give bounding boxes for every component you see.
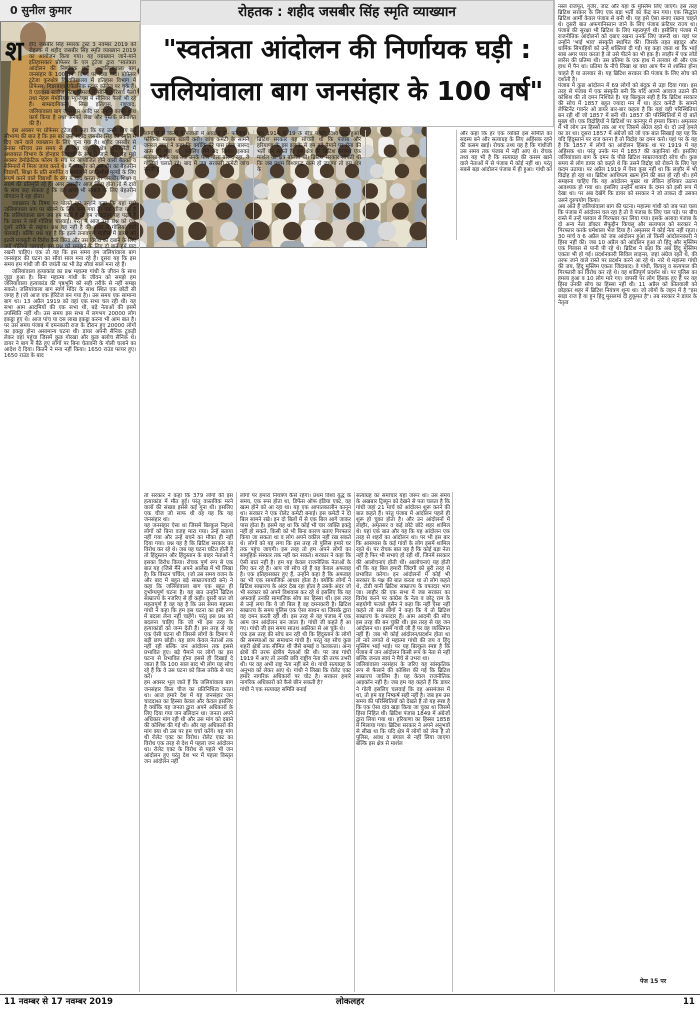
column-rule: [139, 24, 140, 992]
footer-rule: [0, 994, 700, 995]
paragraph: सत्याग्रह का समाचार यहां जरूर था। उस समय के अखबार ट्रिब्यून को देखने से पता चलता है कि गांधी जहां 21 मार्च को आंदोलन शुरू करने की बात कहते हैं। परंतु पंजाब में आंदोलन पहले ही शुरू हो चुका होता है। और उन आंदोलनों में लाहौर, अमृतसर व कई छोटे छोटे शहर शामिल थे। यहां एक बात और यह कि यह आंदोलन एक तरह से शहरों का आंदोलन था। पर भी इस बार कि आसपास के कई गांवों के लोग इसमें शामिल रहते थे। पर रोचक बात यह है कि कोई बड़ा नेता नहीं है फिर भी सभाएं हो रही थीं, जिनमें सरकार की आलोचनाएं होती थीं। आलोचनाएं यह होती थीं कि यह बिल हमारी जिंदगी को बुरी तरह से प्रभावित करेगा। इन आंदोलनों में कोई भी सरकार के पक्ष की बात करता था तो लोग कहते थे, टोडी यानी ब्रिटिश साम्राज्य के वफादार भाग जा। लाहौर की एक सभा में जब सरकार का विरोध करने पर कांग्रेस के नेता व छोटू राम के सहयोगी फजले हुसैन ने कहा कि नहीं ऐसा नहीं कहते तो सब लोगों ने कहा कि ये तो ब्रिटिश साम्राज्य के वफादार हैं। आम आदमी की सोच इस तरह की बन चुकी थी। इस तरह से यह जन आंदोलन था। इसमें गांधी जी हैं पर वह व्यक्तिगत नहीं हैं। जब भी कोई आंदोलन/प्रदर्शन होता था तो नारे लगाते थे महात्मा गांधी की जय व हिंदू मुस्लिम भाई भाई। पर यह बिल्कुल स्पष्ट है कि पंजाब में जन आंदोलन किसी रूप के नेता से नहीं बल्कि जनता स्वयं ने मैचे से उभरा था। जलियांवाला नरसंहार के जरिए यह सांस्कृतिक रूप से फैलाने की कोशिश की गई कि ब्रिटिश साम्राज्य जालिम है। यह केवल राजनीतिक आइकॉन नहीं है। जब हम यह कहते हैं कि डायर ने गोली इसलिए चलवाई कि वह असमंजस में था, तो हम यह निष्कर्ष सही नहीं है। जब हम उस समय की परिस्थितियों को देखते हैं तो यह स्पष्ट है कि एक ऐसा दांव खड़ा किया जा चुका था जिसमें हिंसा निहित थी। ब्रिटिश पंजाब 1849 में अंग्रेजों द्वारा लिया गया था। हरियाणा का हिस्सा 1858 में मिलाया गया। ब्रिटिश सरकार ने अपने अनुभवों से सीख था कि यदि क्षेत्र में लोगों को लेना है तो पुलिस, अवध व बंगाल से नहीं लिया जाएगा बल्कि इस क्षेत्र से मार्शल: [356, 493, 450, 747]
continued-note: पेज 15 पर: [640, 978, 667, 985]
paragraph: नस्ल राजपूत, गुर्जर, जाट और यहां के मुस्लिम लिए जाएंगे। इस तरह ब्रिटिश सरकार के लिए एक बड़ा भर्ती का केंद्र बन गया। एक सिद्धांत ब्रिटिश आर्मी केवल पंजाब से बनी थी। यह इसे ऐसा बनाए रखना चाहते थे। दूसरी बात अफगानिस्तान जाने के लिए पंजाब फ्रंटियर राज्य था। पंजाब की सुरक्षा भी ब्रिटिश के लिए महत्वपूर्ण थी। इसीलिए पंजाब में राजनीतिक आंदोलनों को दबाए रखना उनके लिए जरूरी था। यहां पर उन्होंने 'भाई भाव' संस्कृति स्थापित की। जिसके तहत बहादुर और धार्मिक सिपाहियों को उन्हें शक्तियां दी गईं। यह कहा जाता था कि भाई साब अगर प्यार करता है तो उसे पीटने का भी हक है। लाहौर में एक लॉर्ड लारेंस की प्रतिमा थी। उस प्रतिमा के एक हाथ में तलवार थी और एक हाथ में पैन था। प्रतिमा के नीचे लिखा था क्या आप पैन से शासित होना चाहते हैं या तलवार से। यह ब्रिटिश सरकार की पंजाब के लिए सोच को दर्शाती है। पंजाब में कुछ आंदोलन में 69 लोगों को बंदूक से उड़ा दिया गया। इस तरह से पंजाब में एक संस्कृति बनी कि यदि आपने आवाज उठाने की कोशिश की तो दमन निश्चित है। यह बिल्कुल सही है कि ब्रिटिश सरकार की सोच में 1857 बहुत ज्यादा मन में था। हंटर कमेटी के सामने लेफ्टिनेंट गवर्नर ओ डायर बार-बार कहता है कि यहां वही परिस्थितियां बन रही थीं जो 1857 में बनी थीं। 1857 की परिस्थितियों में दो बातें मुख्य थीं। एक विद्रोहियों ने ब्रिटिशों पर कानपुर में हमला किया। अमृतसर में भी लोग उन हिस्सों तक आ गए जिसमें अंग्रेज रहते थे। दो उन्हें हमले का डर था। दूसरा 1857 में अंग्रेजों को जो एक बात सिखाई वह यह कि यदि हिंदुस्तान पर राज करना है तो विद्रोह का दमन करो। यहां पर के यह है कि 1857 में लोगों का आंदोलन हिंसक था पर 1919 में यह अहिंसक था। परंतु उनके मन में 1857 की कहानियां थीं। इसलिए जलियांवाला बाग के दमन के पीछे ब्रिटिश साम्राज्यवादी सोच थी। कुछ समय से लोग डायर को कहते थे कि उसने विद्रोह को रोकने के लिए यह कदम उठाया। पर अप्रैल 1919 में ऐसा कुछ नहीं था कि लाहौर में भी विद्रोह हो रहा था। ब्रिटिश आधिपत्य खत्म होने की बात हो रही थी। हमें समझना चाहिए कि यह आंदोलन मुखर था लेकिन हथियार उठाना आवश्यक हो गया था। इसलिए उन्होंने शासन के दमन को इसी रूप में देखा था। पर अब देखेंगे कि डायर को सरकार ने जो ताकत दी उसका उसने दुरुपयोग किया। अब आते हैं जलियांवाला बाग की घटना। महात्मा गांधी को जब पता चला कि पंजाब में आंदोलन चल रहा है तो वे पंजाब के लिए चल पड़े। पर बीच रास्ते में उन्हें पलवल से गिरफ्तार कर लिया गया। इसके अलावा पंजाब के दो अन्य नेता डॉक्टर सैफुद्दीन किचलू और सत्यपाल को सरकार ने गिरफ्तार करके धर्मशाला भेज दिया है। अमृतसर में कोई नेता नहीं रहता। 30 मार्च व 6 अप्रैल को जब आंदोलन हुआ तो किसी आंदोलनकारी ने हिंसा नहीं की। जब 10 अप्रैल को आंदोलन हुआ तो हिंदू और मुस्लिम एक गिलास से पानी पी रहे थे। ब्रिटिश ने कहा कि अब हिंदू मुस्लिम एकता भी हो गई। प्रदर्शनकारी सिविल लाइन्स, जहां अंग्रेज रहते थे, की तरफ जाने वाले रास्ते पर प्रदर्शन करने आ रहे थे। नारे थे महात्मा गांधी की जय, हिंदू मुस्लिम एकता जिंदाबाद। वे गांधी, किचलू व सत्यपाल की गिरफ्तारी का विरोध कर रहे थे। वह शांतिपूर्ण प्रदर्शन था। पर पुलिस का हमला हुआ व 10 लोग मारे गए। वापसी पर लोग हिंसक हुए हैं पर यह हिंसा उनकी सोच का हिस्सा नहीं थी। 11 अप्रैल को कोतवाली को छोड़कर शहर में ब्रिटिश नियंत्रण शून्य था। जो लोगों के जहन में है "इस साड़ा राज है या हुन हिंदू मुसलमां दी हुकूमत है"। तब सरकार ने डायर के नेतृत्व: [558, 4, 697, 307]
paragraph: और कहा कि हर एक व्यक्ति इस समिति का सदस्य बने और सत्याग्रह के लिए अहिंसक रहने की कसम खाई। रोचक तथ्य यह है कि गांधीजी उस समय तक पंजाब में नहीं आए थे। रोचक तथ्य यह भी है कि सत्याग्रह की कसम खाने वाले नेताओं में से पंजाब में कोई नहीं था। परंतु सबसे बड़ा आंदोलन पंजाब में ही हुआ। गांधी का: [460, 131, 552, 174]
paragraph: था। 1914 से 19 के बीच पहला विश्व युद्ध हुआ। ब्रिटिश सरकार यह सोचती थी कि पंजाब और हरियाणा के इस इलाके से हम बड़े पैमाने पर सेना की भर्ती कर सकते हैं। इस क्षेत्र की ब्रिटिश सरकार एक मार्शल का क्षेत्र बोलती थी। ब्रिटिश सरकार सोचती थी कि जब प्रथम विश्वयुद्ध खत्म हो जाएगा तो इस क्षेत्र के: [257, 131, 361, 174]
article-column-4-bottom: [356, 493, 450, 990]
article-column-2-bottom: [144, 493, 233, 990]
article-column-3-bottom: [240, 493, 351, 990]
paragraph: लोगों में से किसी ने पंजाबी में आवाज दी- फोकिया। फोकिया मतलब खाली करो। जांच कमेटी के सामने जनरल डायर ने कहा कि क्योंकि मेरे पास गोला बारूद खत्म हो गया था, इसलिए मैंने बंद किया। इसका मतलब है कि जब तक उनके पास गोला बारूद रहा, वे गोलियां चलाते रहे। बाद में जब सरकारी कमेटी जांच करती है: [144, 131, 249, 174]
article-column-5: [558, 4, 697, 974]
column-rule: [236, 492, 237, 992]
column-rule: [452, 492, 453, 992]
kicker: रोहतक : शहीद जसबीर सिंह स्मृति व्याख्यान: [238, 4, 456, 20]
article-column-1: [4, 42, 136, 992]
footer-page-number: 11: [683, 997, 695, 1007]
footer-date: 11 नवम्बर से 17 नवम्बर 2019: [4, 997, 113, 1007]
column-rule: [554, 0, 555, 992]
column-rule: [365, 130, 366, 240]
headline-line-2: जलियांवाला बाग जनसंहार के 100 वर्ष": [150, 77, 544, 107]
drop-cap: श: [5, 36, 24, 67]
paragraph: इस अवसर पर प्रोफेसर टुटेजा ने कहा कि यह उनके लिए बड़े सौभाग्य की बात है कि इस बार उन्हें शहीद जसबीर सिंह की स्मृति में दिए जाने वाले व्याख्यान के लिए चुना गया है। शहीद जसबीर से उनका परिचय उस समय से है जब वह कुरुक्षेत्र यूनिवर्सिटी में अध्ययरत विभाग के होनहार विद्यार्थी के रूप में जाने गए। वह मुझे अक्सर डेमोक्रेटिक फोरम के मंच पर आयोजित होने वाली बैठकों व सेमिनारों में मिला जाया करते थे। मैं जसबीर को उस दौर का बेहतरीन विद्यार्थी, शिक्षा के प्रति समर्पित व समाज में प्रगतिशील मूल्यों के लिए संघर्ष करने वाले विद्यार्थी के रूप में याद करता हूं। जसबीर शिक्षा व संघर्ष की प्रतिमूर्ति रहे हैं। अगर जसबीर आज जिंदा होता तो मैं दावे के साथ कह सकता हूं कि वह आज भी समाज के लिए बेहतरीन योगदान दे रहा होता।: [4, 127, 136, 201]
column-rule: [456, 130, 457, 240]
article-column-2-top: [144, 131, 249, 239]
article-column-4-top: [460, 131, 552, 239]
footer-publication: लोकलहर: [335, 997, 365, 1007]
author-byline: 0 सुनील कुमार: [10, 4, 72, 17]
paragraph: तो सरकार ने कहा कि 379 लोगों की इस हत्याकांड में मौत हुई। परंतु वास्तविक मरने वालों की संख्या इससे कई गुना थी। इसलिए एक चीज जो साफ थी वह यह कि यह जनसंहार था। यह जनसंहार ऐसा था जिसमें बिल्कुल निहत्थे लोगों को बिना वजह मारा गया। उन्हें बताया नहीं गया और उन्हें बचने का मौका ही नहीं दिया गया। प्रश्न यह है कि ब्रिटिश सरकार का विरोध कर रहे थे। जब यह घटना घटित होती है तो हिंदुस्तान और हिंदुस्तान के बाहर नेताओं ने इसका विरोध किया। रोचक पूर्ण रूप से एक बात यह (जिसे मैंने अपने आलेख में भी लिखा है) कि विंस्टन चर्चिल, (जो उस समय वजन के और बाद में बहुत बड़े साम्राज्यवादी बने) ने कहा कि जलियांवाला बाग एक बहुत ही दुर्भाग्यपूर्ण घटना है। यह बात उन्होंने ब्रिटिश साम्राज्य के नजरिए से ही कही। दूसरी बात जो महत्वपूर्ण है वह यह है कि उस समय महात्मा गांधी ने कहा कि हम इस घटना का इसी रूप में बदला लेना नहीं चाहेंगे। परंतु इस प्रश्न को बदलना चाहिए कि जो भी इस तरह के हत्याकांडों को जन्म देती हैं। इस तरह से यह एक ऐसी घटना थी जिससे लोगों के दिमाग में बड़ी छाप छोड़ी। यह छाप केवल नेताओं तक नहीं रही बल्कि जन आंदोलन तक इससे प्रभावित हुए। बड़े पैमाने पर लोगों का इस घटना से प्रभावित होना इससे ही दिखाई दे जाता है कि 100 साल बाद भी लोग यह सोच रहे हैं कि वे उस घटना को किस तरीके से याद करें। हम अक्सर भूल जाते हैं कि जलियांवाला बाग जनसंहार किस चीज का प्रतिनिधित्व करता था। आज हमारे देश में यह जनसंहार जन चाददाश्त का हिस्सा केवल और केवल इसलिए है क्योंकि यह जनता द्वारा अपने अधिकारों के लिए दिया गया जन बलिदान था। जनता अपने अधिकार मांग रही थी और उस मांग को दबाने की कोशिश की गई थी। और यह अधिकारों की मांग क्या थी उस पर हम चर्चा करेंगे। यह मांग थी रोलेट एक्ट का विरोध। रोलेट एक्ट का विरोध एक तरह से देश में पहला जन आंदोलन था। रोलेट एक्ट के विरोध से पहले भी जन आंदोलन हुए परंतु देश भर में पहला विस्तृत जन आंदोलन नहीं: [144, 493, 233, 766]
paragraph: जलियांवाला हत्याकांड का प्रश्न महात्मा गांधी के जीवन के साथ जुड़ा हुआ है। बिना महात्मा गांधी के जीवन को समझे हम जलियांवाला हत्याकांड की पृष्ठभूमि को सही तरीके से नहीं समझ सकते। जलियांवाला बाग स्वर्ण मंदिर के साथ स्थित एक छोटी सी जगह है (जो आज एक हेरिटेज बन गया है)। उस समय एक सामान्य बाग था। 13 अप्रैल 1919 को वहां एक सभा चल रही थी। यह सभा आम आदमियों की एक सभा थी, बड़े नेताओं की इसमें उपस्थिति नहीं थी। उस समय इस सभा में लगभग 20000 लोग इकट्ठा हुए थे। आज पांच या दस लाख इकट्ठा करना भी आम बात है। पर उस समय पंजाब में दमनकारी राज के दौरान हुए 20000 लोगों का इकट्ठा होना असामान्य घटना थी। डायर अपनी सैनिक टुकड़ी लेकर वहां पहुंचा जिसमें कुछ गोरखा और कुछ बलोच सैनिक थे। डायर ने बाग में बैठे हुए लोगों पर बिना चेतावनी के गोली चलाने का आदेश दे दिया। कितने ने मना नहीं किया। 1650 राउंड फायर हुए। 1650 राउंड के बाद: [4, 268, 136, 360]
paragraph: लोगों पर हमारा नियंत्रण कैसे रहेगा। प्रथम विश्व युद्ध के समय, एक रूस होता था, डिफेंस ऑफ इंडिया एक्ट, वह खत्म होने को आ रहा था। यह एक आपातकालीन कानून था। सरकार ने एक रोलेट कमेटी बनाई। इस कमेटी ने दो बिल सामने रखे। इन दो बिलों में से एक बिल आगे जाकर पास होता है। इसमें यह था कि कोई भी चार व्यक्ति इकट्ठे नहीं हो सकते, किसी को भी बिना कारण बताए गिरफ्तार किया जा सकता था व लोग अपने वकील नहीं रख सकते थे। लोगों को यह लगा कि इस तरह तो पुलिस हमारे घर तक पहुंच जाएगी। इस तरह तो हम अपने लोगों का सामूहिक संस्कार तक नहीं कर सकते। सरकार ने कहा कि ऐसी बात नहीं है। हम यह केवल राजनीतिक नेताओं के लिए कर रहे हैं। आप जो सोच रहे हैं वह केवल अफवाह है। एक इतिहासकार हुए हैं, उन्होंने कहा है कि अफवाह का भी एक सामाजिक आधार होता है। क्योंकि लोगों ने ब्रिटिश साम्राज्य के अंदर देख रहा होता है उसके अंदर जो भी सरकार को अपने विशवास कर रहे थे इसलिए कि यह अफवाहें उनकी सामाजिक सोच का हिस्सा थीं। इस तरह से उन्हें लगा कि ये जो बिल है वह दमनकारी है। ब्रिटिश साम्राज्य के समय पुलिस एक ऐसा साधन था जिसके द्वारा वह दमन करती रही थी। इस तरह से यह पंजाब में एक आम जन आंदोलन बन जाता है। गांधी जी कहते हैं आ गए। गांधी जी इस समय साउथ अफ्रीका से आ चुके थे। एक इस तरह की सोच बन रही थी कि हिंदुस्तान के लोगों की समस्याओं का समाधान गांधी है। परंतु यह सोच कुछ शहरी क्षेत्रों तक सीमित थी जैसे बम्बई व कलकत्ता। अन्य क्षेत्रों की तरफ क्षेत्रीय नेताओं की थी। पर जब गांधी 1919 में आए तो उनकी छवि राष्ट्रीय नेता की तरफ उभरी थी। पर वह अभी राष्ट्र नेता नहीं बने थे। गांधी सत्याग्रह के अनुभव को लेकर आए थे। गांधी ने लिखा कि रोलेट एक्ट हमारे नागरिक अधिकारों पर चोट है। सरकार हमारे नागरिक अधिकारों को कैसे छीन सकती है? गांधी ने एक सत्याग्रह समिति बनाई: [240, 493, 351, 693]
article-column-3-top: [257, 131, 361, 239]
intro-paragraph: हीद जसबीर सिंह स्मारक ट्रस्ट 3 नवम्बर 2019 को रोहतक में शहीद जसबीर सिंह स्मृति व्याख्यान 2019 का आयोजन किया गया। यह व्याख्यान जाने-माने इतिहासकार प्रोफेसर के एल टुटेजा द्वारा "स्वतंत्रता आंदोलन की निर्णायक घड़ी : जलियांवाला बाग जनसंहार के 100 वर्ष" विषय पर दिया गया। प्रोफेसर टुटेजा कुरुक्षेत्र विश्वविद्यालय में इतिहास विभाग में प्रोफेसर, गिडरबाहा एकेडमिक स्टाफ कॉलेज पर चुके हैं। वे एडवांस्ड स्टडीज सेंटर शिमला में सीनियर रिसर्च फैलो तथा नेहरू मेमोरियल म्यूजियम में सीनियर फैलो भी रहे हैं। साम्प्रदायिकता, सिख इतिहास, राष्ट्रवाद, जलियांवाला बाग जनसंहार आदि पर उन्होंने काफी शोध कार्य किया है तथा अनेकों लेख और पुस्तकें प्रकाशित की हैं।: [29, 42, 136, 127]
column-rule: [253, 130, 254, 240]
paragraph: व्याख्यान के विषय पर बोलते हुए उन्होंने कहा कि यहां मुझे जलियांवाला बाग पर बोलने के लिए कहा गया है। एक चीज यह है कि जलियांवाला बाग जब हम पढ़ते हैं तो हम ज्यादातर यह पढ़ते हैं कि डायर ने क्यों गोलियां चलवाईं। परंतु मैं आज उसी प्रश्न को एक दूसरे तरीके से रखूंगा। प्रश्न यह नहीं है की डायर ने गोलियां क्यों चलवाईं। बल्कि प्रश्न यह है कि इतने तनावपूर्ण माहौल में डायर को इतनी मजबूती से विरोध कैसे किया और उस विरोध को दबाने के लिए क्यों गोलियां चलवाईं। इस प्रश्न को समझने के लिए दो बातें हमें याद रखनी चाहिए। एक तो यह कि इस समय हम जलियांवाला बाग जनसंहार की घटना का सौवां साल मना रहे हैं। दूसरा यह कि इस समय हम गांधी जी की जयंती का भी डेढ़ सौवां साल मना रहे हैं।: [4, 201, 136, 268]
column-rule: [354, 492, 355, 992]
headline-line-1: "स्वतंत्रता आंदोलन की निर्णायक घड़ी :: [162, 35, 532, 65]
